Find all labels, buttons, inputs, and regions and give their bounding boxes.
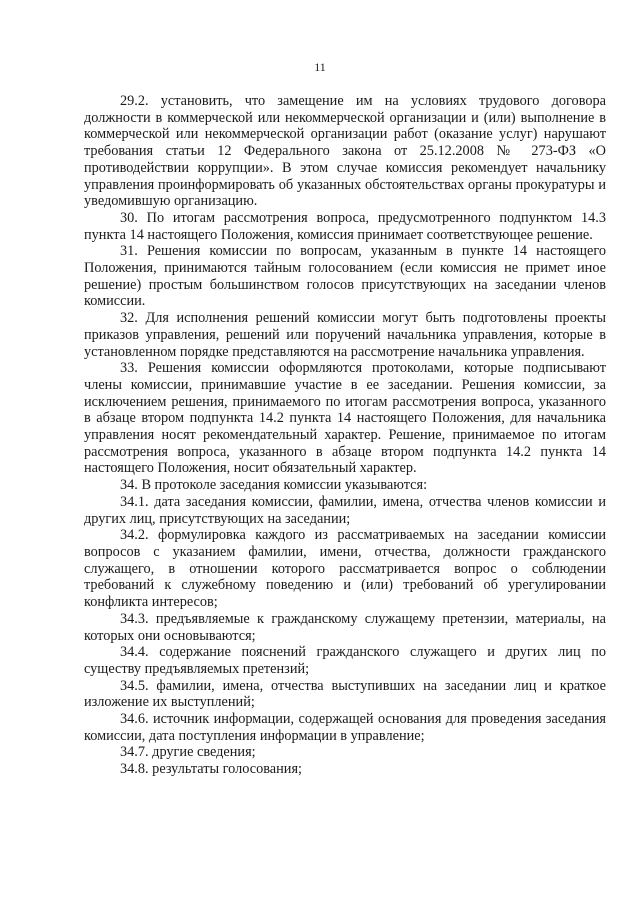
- paragraph-34-5: 34.5. фамилии, имена, отчества выступивших на заседании лиц и краткое изложение их выступлений;: [84, 677, 606, 711]
- paragraph-30: 30. По итогам рассмотрения вопроса, предусмотренного подпунктом 14.3 пункта 14 настоящего Положения, комиссия принимает соответствующее решение.: [84, 209, 606, 243]
- paragraph-34-2: 34.2. формулировка каждого из рассматриваемых на заседании комиссии вопросов с указанием фамилии, имени, отчества, должности гражданского служащего, в отношении которого рассматривается вопрос о соблюдении требований к служебному поведению и (или) требований об урегулировании конфликта интересов;: [84, 527, 606, 611]
- paragraph-31: 31. Решения комиссии по вопросам, указанным в пункте 14 настоящего Положения, принимаются тайным голосованием (если комиссия не примет иное решение) простым большинством голосов присутствующих на заседании членов комиссии.: [84, 243, 606, 310]
- page-number: 11: [314, 60, 326, 74]
- paragraph-34-7: 34.7. другие сведения;: [120, 744, 256, 761]
- paragraph-33: 33. Решения комиссии оформляются протоколами, которые подписывают члены комиссии, принимавшие участие в ее заседании. Решения комиссии, за исключением решения, принимаемого по итогам рассмотрения вопроса, указанного в абзаце втором подпункта 14.2 пункта 14 настоящего Положения, для начальника управления носят рекомендательный характер. Решение, принимаемое по итогам рассмотрения вопроса, указанного в абзаце втором подпункта 14.2 пункта 14 настоящего Положения, носит обязательный характер.: [84, 360, 606, 477]
- document-body: [84, 93, 606, 778]
- paragraph-34-1: 34.1. дата заседания комиссии, фамилии, имена, отчества членов комиссии и других лиц, присутствующих на заседании;: [84, 493, 606, 527]
- paragraph-34-6: 34.6. источник информации, содержащей основания для проведения заседания комиссии, дата поступления информации в управление;: [84, 711, 606, 744]
- paragraph-29-2: 29.2. установить, что замещение им на условиях трудового договора должности в коммерческой или некоммерческой организации и (или) выполнение в коммерческой или некоммерческой организации работ (оказание услуг) нарушают требования статьи 12 Федерального закона от 25.12.2008 № 273-ФЗ «О противодействии коррупции». В этом случае комиссия рекомендует начальнику управления проинформировать об указанных обстоятельствах органы прокуратуры и уведомившую организацию.: [84, 93, 606, 210]
- paragraph-34-4: 34.4. содержание пояснений гражданского служащего и других лиц по существу предъявляемых претензий;: [84, 644, 606, 677]
- paragraph-32: 32. Для исполнения решений комиссии могут быть подготовлены проекты приказов управления, решений или поручений начальника управления, которые в установленном порядке представляются на рассмотрение начальника управления.: [84, 310, 606, 360]
- paragraph-34: 34. В протоколе заседания комиссии указываются:: [120, 477, 428, 494]
- paragraph-34-8: 34.8. результаты голосования;: [120, 761, 302, 778]
- paragraph-34-3: 34.3. предъявляемые к гражданскому служащему претензии, материалы, на которых они основываются;: [84, 610, 606, 644]
